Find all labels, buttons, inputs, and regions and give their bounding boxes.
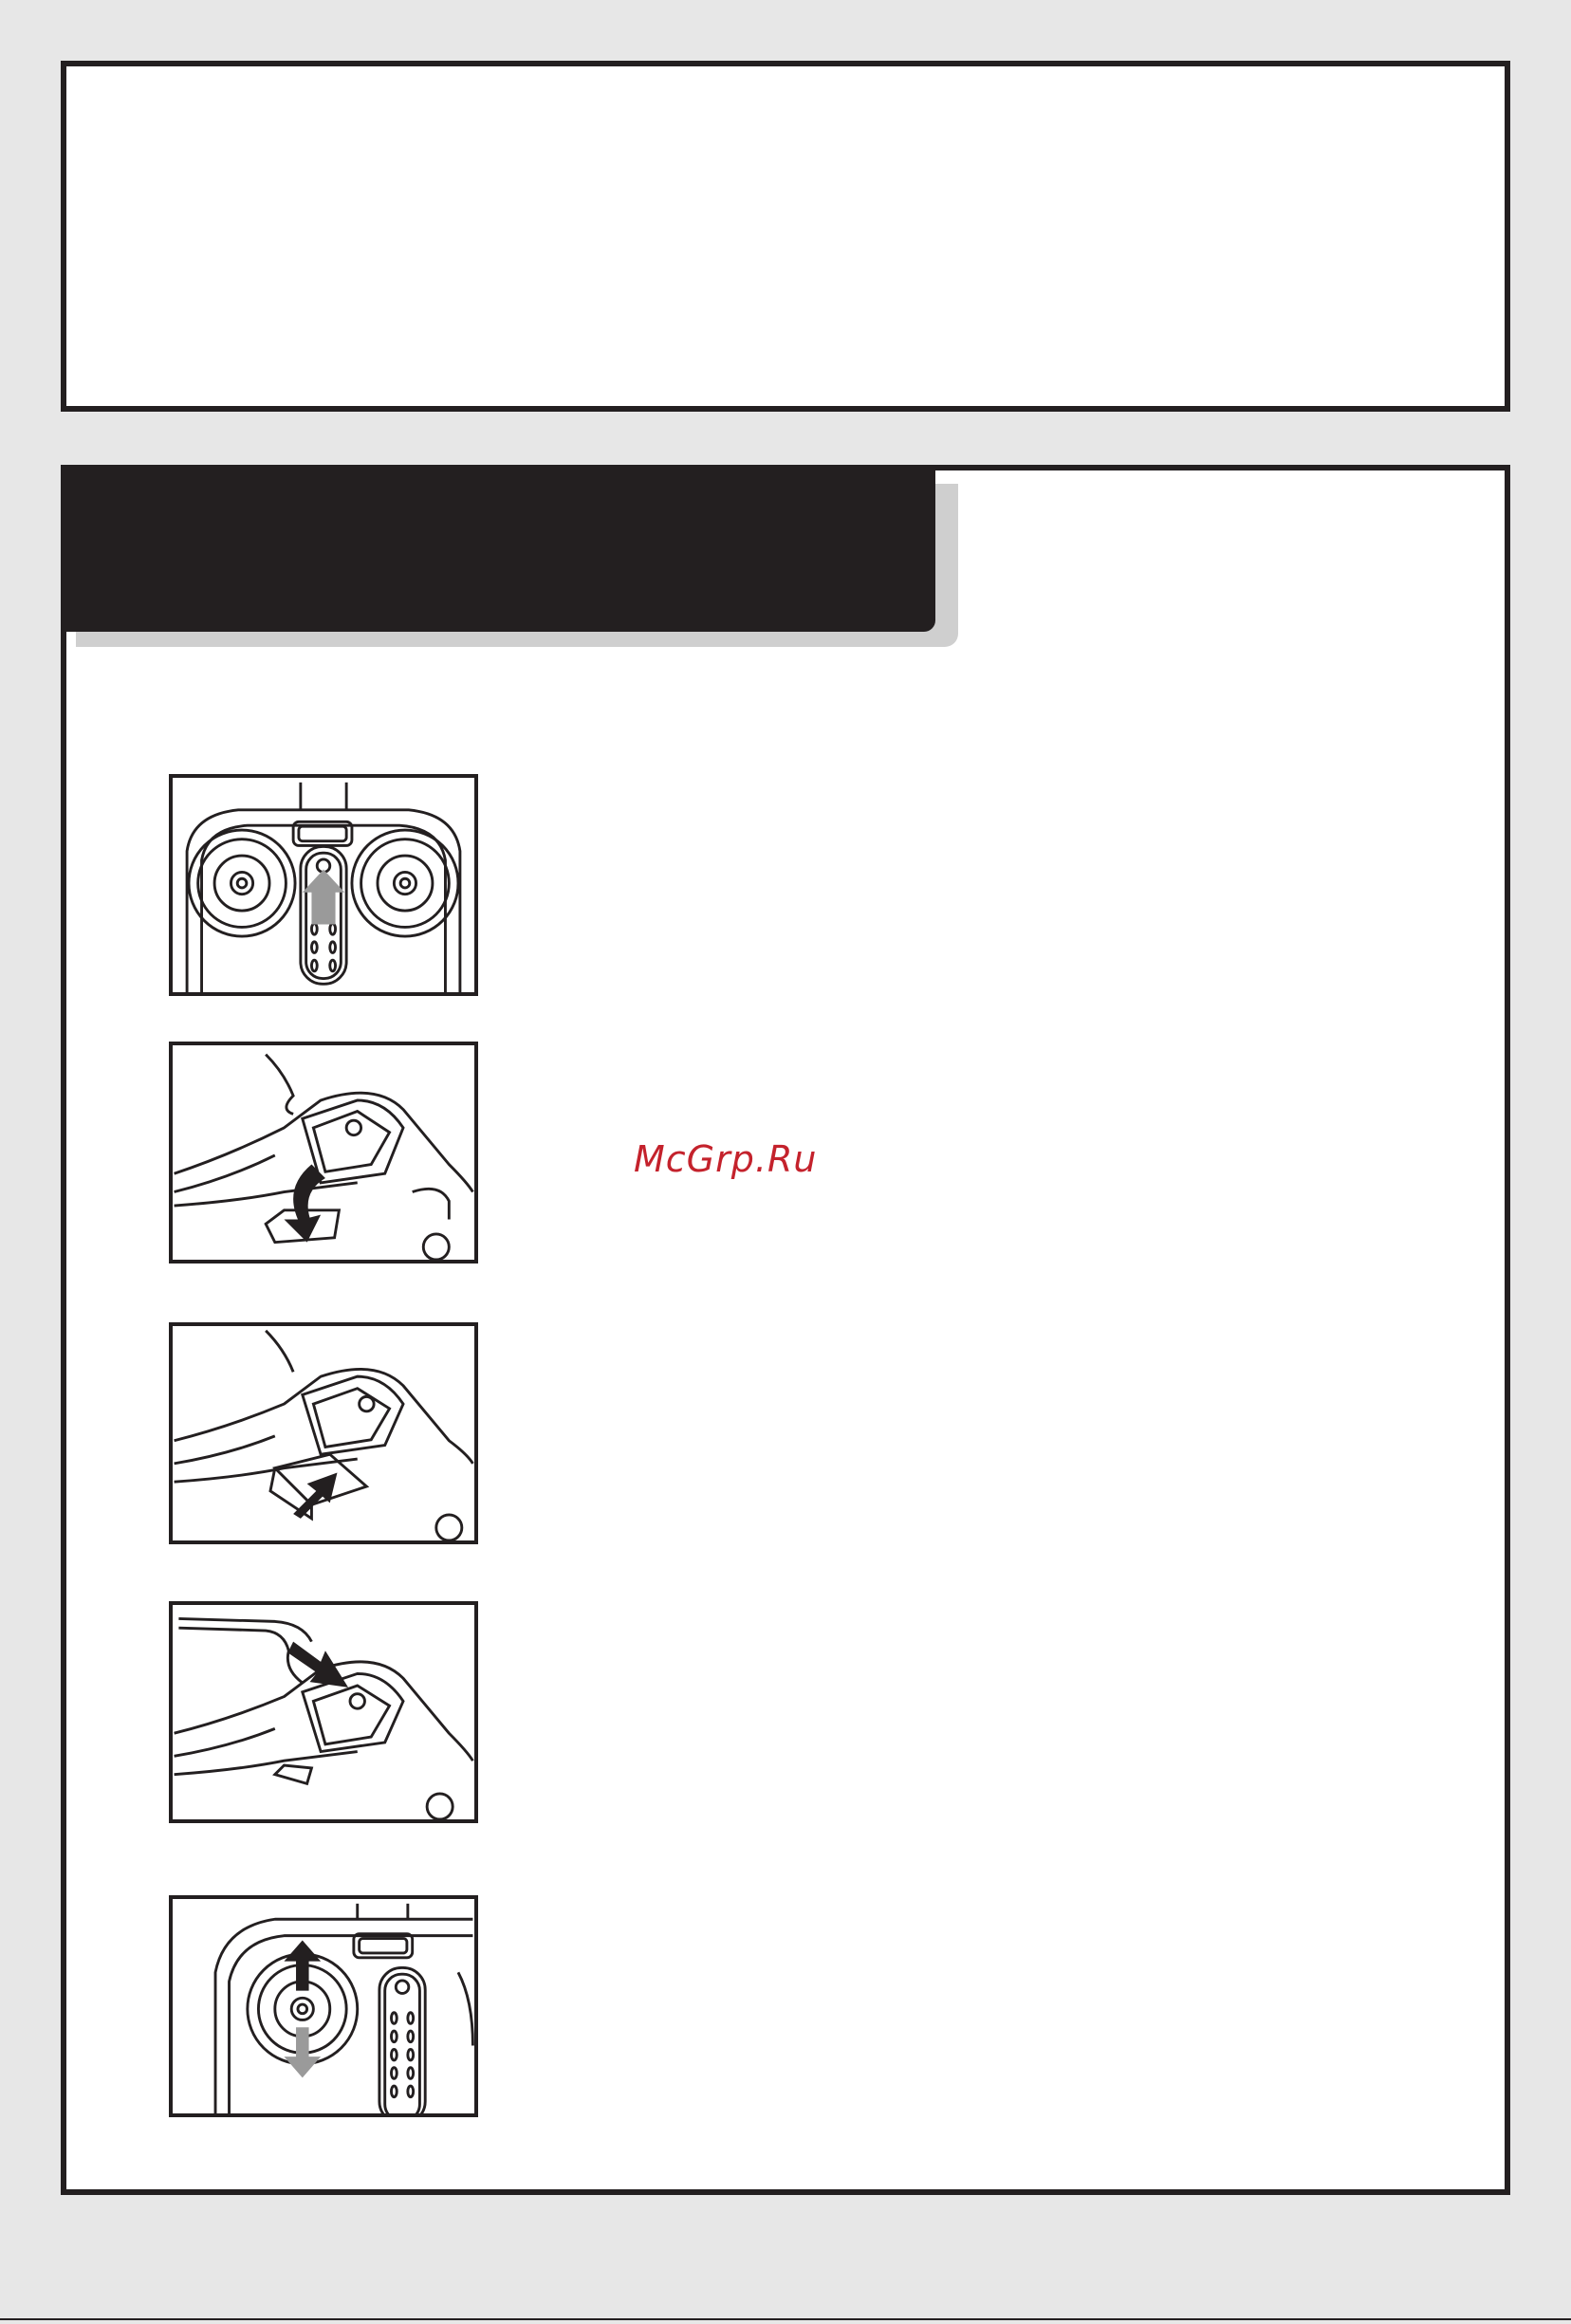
drone-power-button-icon bbox=[173, 1605, 474, 1819]
section-header-bar bbox=[66, 470, 935, 632]
page-bottom-edge bbox=[0, 2318, 1571, 2320]
watermark-text: McGrp.Ru bbox=[634, 1138, 818, 1180]
battery-cover-open-icon bbox=[173, 1045, 474, 1260]
step-3-image bbox=[169, 1322, 478, 1544]
throttle-stick-icon bbox=[173, 1899, 474, 2113]
top-info-box bbox=[61, 61, 1510, 412]
main-section-box bbox=[61, 465, 1510, 2195]
controller-power-switch-icon bbox=[173, 778, 474, 992]
step-1-image bbox=[169, 774, 478, 996]
battery-insert-icon bbox=[173, 1326, 474, 1540]
step-2-image bbox=[169, 1042, 478, 1263]
step-4-image bbox=[169, 1601, 478, 1823]
step-5-image bbox=[169, 1895, 478, 2117]
